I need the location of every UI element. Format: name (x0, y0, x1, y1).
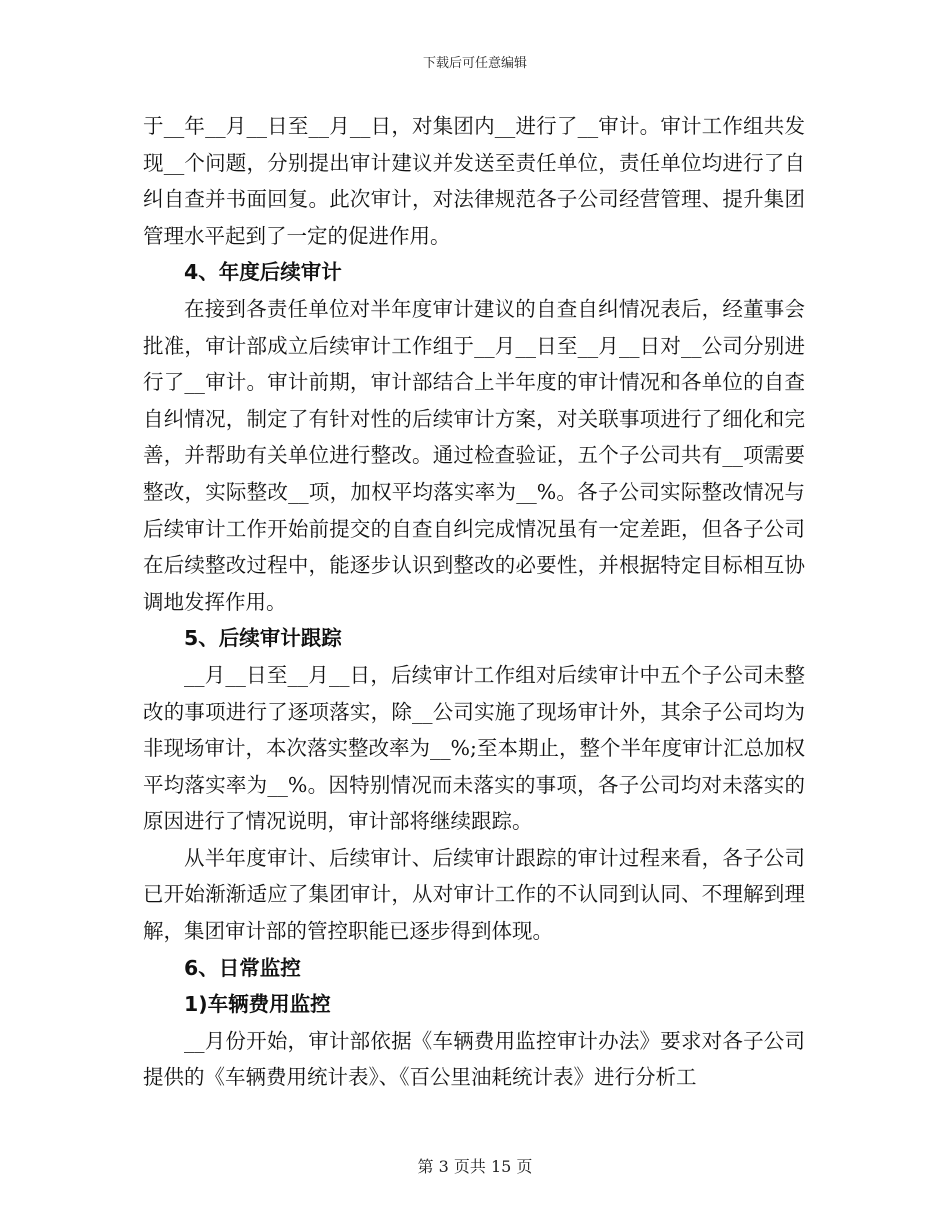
page-header: 下载后可任意编辑 (422, 56, 527, 71)
paragraph: __月__日至__月__日，后续审计工作组对后续审计中五个子公司未整改的事项进行了逐项落实，除__公司实施了现场审计外，其余子公司均为非现场审计，本次落实整改率为__%;至本期止，整个半年度审计汇总加权平均落实率为__%。因特别情况而未落实的事项，各子公司均对未落实的原因进行了情况说明，审计部将继续跟踪。 (143, 662, 805, 834)
paragraph: 于__年__月__日至__月__日，对集团内__进行了__审计。审计工作组共发现__个问题，分别提出审计建议并发送至责任单位，责任单位均进行了自纠自查并书面回复。此次审计，对法律规范各子公司经营管理、提升集团管理水平起到了一定的促进作用。 (143, 114, 805, 248)
page-footer: 第 3 页共 15 页 (417, 1157, 533, 1176)
paragraph: 在接到各责任单位对半年度审计建议的自查自纠情况表后，经董事会批准，审计部成立后续审计工作组于__月__日至__月__日对__公司分别进行了__审计。审计前期，审计部结合上半年度的审计情况和各单位的自查自纠情况，制定了有针对性的后续审计方案，对关联事项进行了细化和完善，并帮助有关单位进行整改。通过检查验证，五个子公司共有__项需要整改，实际整改__项，加权平均落实率为__%。各子公司实际整改情况与后续审计工作开始前提交的自查自纠完成情况虽有一定差距，但各子公司在后续整改过程中，能逐步认识到整改的必要性，并根据特定目标相互协调地发挥作用。 (143, 296, 805, 614)
section-heading: 6、日常监控 (184, 955, 301, 980)
document-body (143, 108, 805, 1096)
paragraph: __月份开始，审计部依据《车辆费用监控审计办法》要求对各子公司提供的《车辆费用统计表》、《百公里油耗统计表》进行分析工 (143, 1028, 805, 1090)
section-heading: 4、年度后续审计 (184, 260, 342, 285)
section-heading: 5、后续审计跟踪 (184, 626, 342, 651)
section-heading: 1)车辆费用监控 (184, 992, 331, 1017)
paragraph: 从半年度审计、后续审计、后续审计跟踪的审计过程来看，各子公司已开始渐渐适应了集团审计，从对审计工作的不认同到认同、不理解到理解，集团审计部的管控职能已逐步得到体现。 (143, 845, 805, 944)
